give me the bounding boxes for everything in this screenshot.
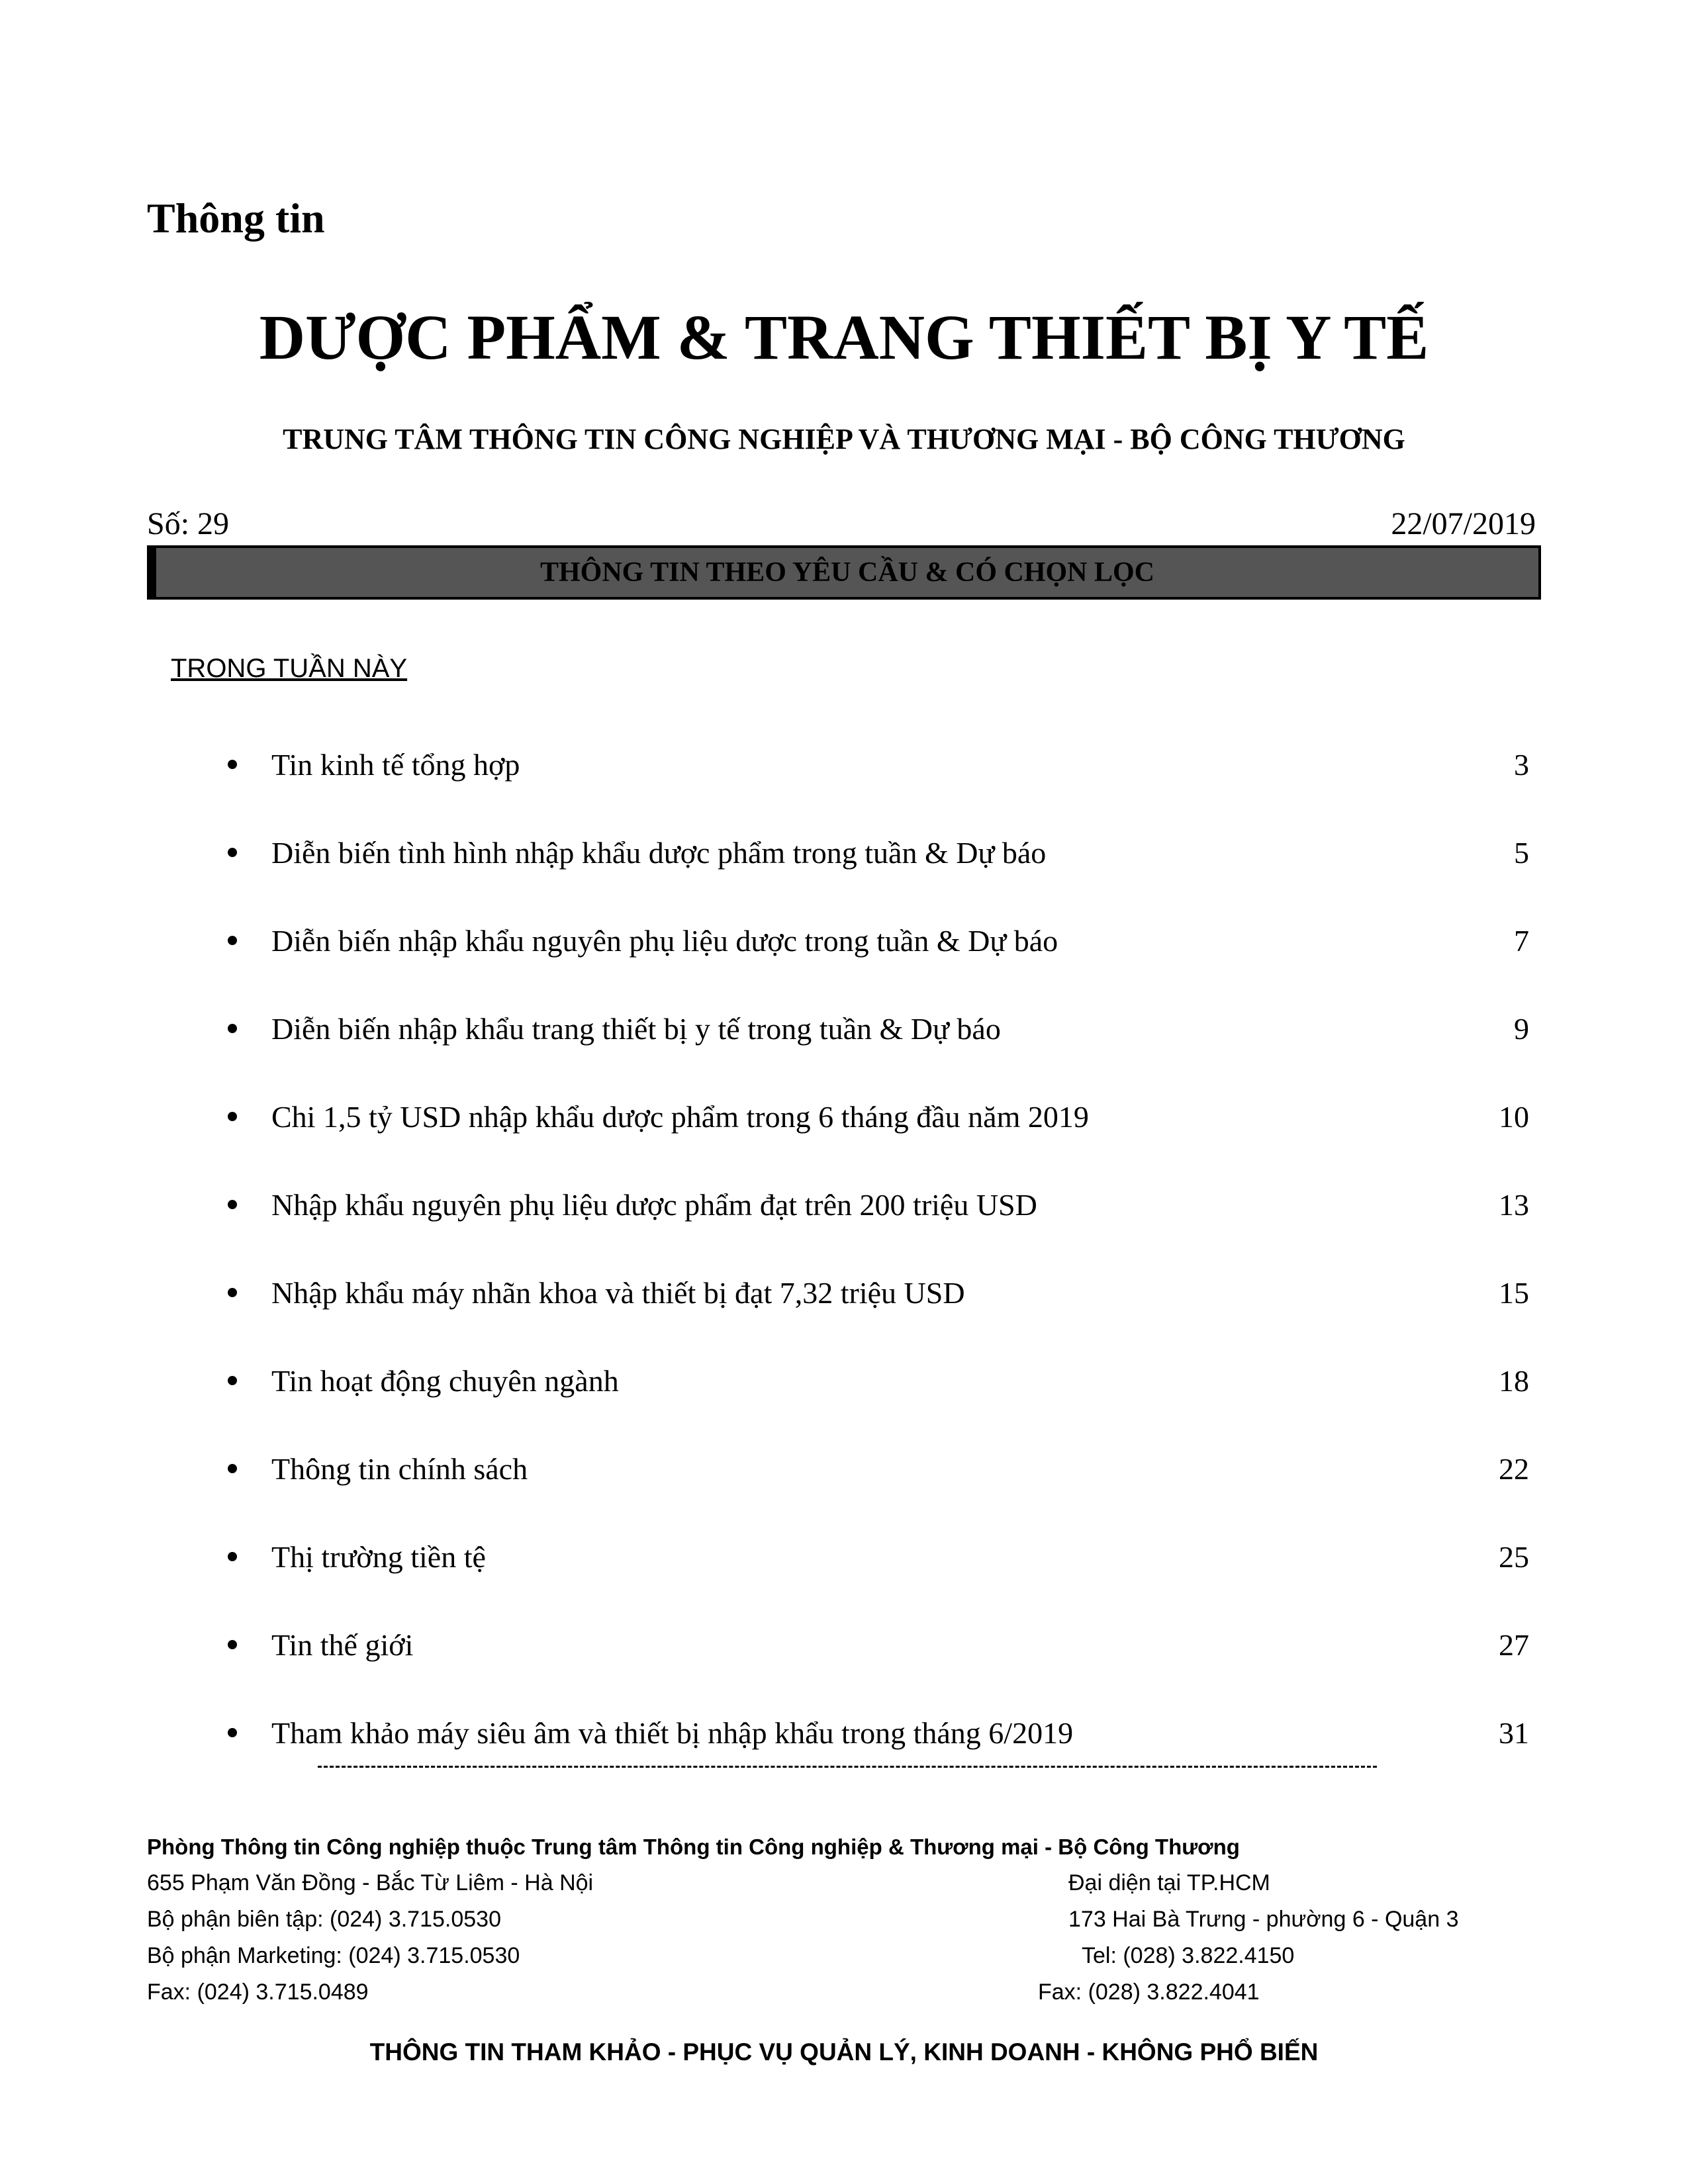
- footer-notice: THÔNG TIN THAM KHẢO - PHỤC VỤ QUẢN LÝ, KINH DOANH - KHÔNG PHỔ BIẾN: [369, 2038, 1319, 2066]
- section-banner: [147, 545, 1541, 600]
- toc-item[interactable]: [218, 1275, 1529, 1314]
- toc-item-page: 7: [1514, 924, 1529, 958]
- bullet-icon: [228, 1728, 237, 1737]
- toc-item-page: 18: [1499, 1364, 1529, 1398]
- toc-item[interactable]: [218, 1187, 1529, 1226]
- bullet-icon: [228, 760, 237, 769]
- toc-item-page: 27: [1499, 1628, 1529, 1662]
- footer-marketing-phone: Bộ phận Marketing: (024) 3.715.0530: [147, 1943, 520, 1968]
- toc-item-page: 10: [1499, 1100, 1529, 1134]
- toc-item[interactable]: [218, 747, 1529, 786]
- bullet-icon: [228, 1112, 237, 1121]
- toc-item-title: Diễn biến nhập khẩu nguyên phụ liệu dược trong tuần & Dự báo: [271, 924, 1058, 958]
- footer-hanoi-fax: Fax: (024) 3.715.0489: [147, 1979, 369, 2005]
- toc-item-title: Chi 1,5 tỷ USD nhập khẩu dược phẩm trong 6 tháng đầu năm 2019: [271, 1100, 1089, 1134]
- footer-department: Phòng Thông tin Công nghiệp thuộc Trung tâm Thông tin Công nghiệp & Thương mại - Bộ Công Thương: [147, 1835, 1240, 1859]
- toc-item-title: Thông tin chính sách: [271, 1452, 528, 1486]
- toc-heading: TRONG TUẦN NÀY: [171, 654, 408, 683]
- toc-item-page: 31: [1499, 1716, 1529, 1750]
- footer-hanoi-address: 655 Phạm Văn Đồng - Bắc Từ Liêm - Hà Nội: [147, 1870, 594, 1895]
- footer-hcm-fax: Fax: (028) 3.822.4041: [1038, 1979, 1260, 2005]
- toc-item-title: Nhập khẩu nguyên phụ liệu dược phẩm đạt trên 200 triệu USD: [271, 1188, 1037, 1222]
- issue-date: 22/07/2019: [1391, 506, 1536, 541]
- section-banner-text: THÔNG TIN THEO YÊU CẦU & CÓ CHỌN LỌC: [540, 557, 1154, 588]
- toc-item[interactable]: [218, 923, 1529, 962]
- footer-editorial-phone: Bộ phận biên tập: (024) 3.715.0530: [147, 1907, 501, 1932]
- issue-number: Số: 29: [147, 506, 230, 541]
- toc-item-page: 9: [1514, 1012, 1529, 1046]
- toc-item-page: 15: [1499, 1276, 1529, 1310]
- bullet-icon: [228, 1200, 237, 1209]
- toc-item-title: Tin thế giới: [271, 1628, 414, 1662]
- footer-hcm-office: Đại diện tại TP.HCM: [1068, 1870, 1270, 1895]
- bullet-icon: [228, 848, 237, 857]
- bullet-icon: [228, 936, 237, 945]
- publication-title: DƯỢC PHẨM & TRANG THIẾT BỊ Y TẾ: [259, 302, 1429, 373]
- bullet-icon: [228, 1024, 237, 1033]
- toc-item[interactable]: [218, 835, 1529, 874]
- bullet-icon: [228, 1288, 237, 1297]
- footer-hcm-tel: Tel: (028) 3.822.4150: [1082, 1943, 1295, 1968]
- bullet-icon: [228, 1640, 237, 1649]
- toc-item[interactable]: [218, 1099, 1529, 1138]
- toc-item-title: Tham khảo máy siêu âm và thiết bị nhập khẩu trong tháng 6/2019: [271, 1716, 1074, 1750]
- toc-item[interactable]: [218, 1715, 1529, 1754]
- toc-item-title: Diễn biến nhập khẩu trang thiết bị y tế trong tuần & Dự báo: [271, 1012, 1001, 1046]
- toc-item[interactable]: [218, 1539, 1529, 1578]
- bullet-icon: [228, 1464, 237, 1473]
- toc-item-page: 5: [1514, 836, 1529, 870]
- publication-kicker: Thông tin: [147, 195, 325, 242]
- toc-item-title: Nhập khẩu máy nhãn khoa và thiết bị đạt 7,32 triệu USD: [271, 1276, 965, 1310]
- footer-hcm-address: 173 Hai Bà Trưng - phường 6 - Quận 3: [1068, 1907, 1459, 1932]
- toc-item-title: Thị trường tiền tệ: [271, 1540, 486, 1574]
- toc-item-title: Diễn biến tình hình nhập khẩu dược phẩm trong tuần & Dự báo: [271, 836, 1047, 870]
- toc-item-page: 3: [1514, 748, 1529, 782]
- toc-item-page: 13: [1499, 1188, 1529, 1222]
- toc-item[interactable]: [218, 1451, 1529, 1490]
- toc-item[interactable]: [218, 1627, 1529, 1666]
- toc-item-title: Tin kinh tế tổng hợp: [271, 748, 520, 782]
- bullet-icon: [228, 1552, 237, 1561]
- footer-divider: [318, 1766, 1377, 1768]
- organization-name: TRUNG TÂM THÔNG TIN CÔNG NGHIỆP VÀ THƯƠNG MẠI - BỘ CÔNG THƯƠNG: [283, 423, 1405, 455]
- bullet-icon: [228, 1376, 237, 1385]
- toc-item-page: 25: [1499, 1540, 1529, 1574]
- toc-item[interactable]: [218, 1011, 1529, 1050]
- toc-item-page: 22: [1499, 1452, 1529, 1486]
- toc-item[interactable]: [218, 1363, 1529, 1402]
- toc-item-title: Tin hoạt động chuyên ngành: [271, 1364, 619, 1398]
